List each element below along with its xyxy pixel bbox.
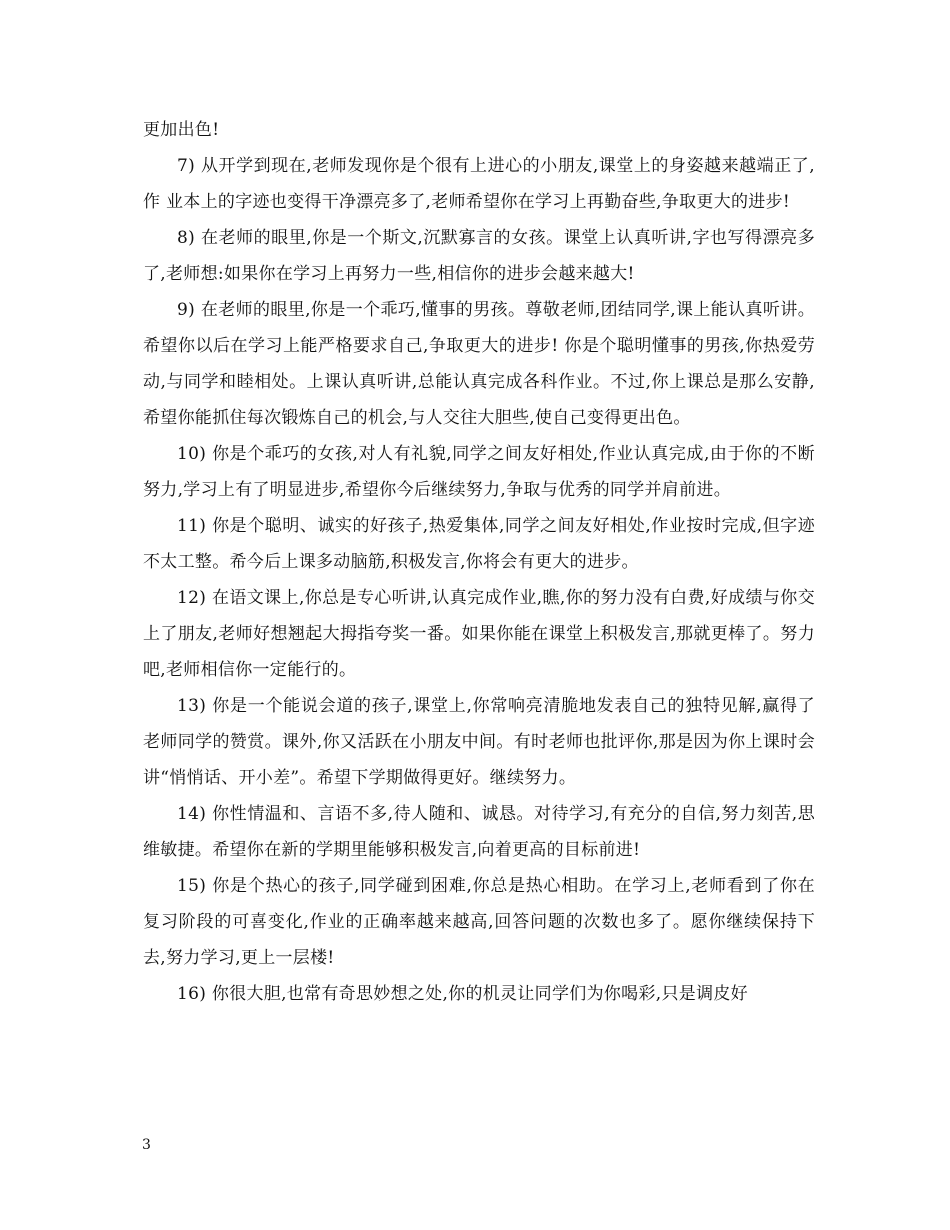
paragraph-item-16: 16) 你很大胆,也常有奇思妙想之处,你的机灵让同学们为你喝彩,只是调皮好 xyxy=(177,984,748,1004)
paragraph-item-15: 15) 你是个热心的孩子,同学碰到困难,你总是热心相助。在学习上,老师看到了你在复习阶段的可喜变化,作业的正确率越来越高,回答问题的次数也多了。愿你继续保持下去,努力学习,更上一层楼! xyxy=(143,876,815,968)
page-number: 3 xyxy=(142,1137,151,1153)
paragraph-item-12: 12) 在语文课上,你总是专心听讲,认真完成作业,瞧,你的努力没有白费,好成绩与你交上了朋友,老师好想翘起大拇指夸奖一番。如果你能在课堂上积极发言,那就更棒了。努力吧,老师相信你一定能行的。 xyxy=(143,588,815,680)
paragraph-continuation: 更加出色! xyxy=(143,120,220,140)
paragraph-item-10: 10) 你是个乖巧的女孩,对人有礼貌,同学之间友好相处,作业认真完成,由于你的不断努力,学习上有了明显进步,希望你今后继续努力,争取与优秀的同学并肩前进。 xyxy=(143,444,815,500)
document-body xyxy=(143,112,815,1012)
paragraph-item-11: 11) 你是个聪明、诚实的好孩子,热爱集体,同学之间友好相处,作业按时完成,但字迹不太工整。希今后上课多动脑筋,积极发言,你将会有更大的进步。 xyxy=(143,516,815,572)
paragraph-item-14: 14) 你性情温和、言语不多,待人随和、诚恳。对待学习,有充分的自信,努力刻苦,思维敏捷。希望你在新的学期里能够积极发言,向着更高的目标前进! xyxy=(143,804,815,860)
paragraph-item-13: 13) 你是一个能说会道的孩子,课堂上,你常响亮清脆地发表自己的独特见解,赢得了老师同学的赞赏。课外,你又活跃在小朋友中间。有时老师也批评你,那是因为你上课时会讲“悄悄话、开小差”。希望下学期做得更好。继续努力。 xyxy=(143,696,815,788)
paragraph-item-7: 7) 从开学到现在,老师发现你是个很有上进心的小朋友,课堂上的身姿越来越端正了,作 业本上的字迹也变得干净漂亮多了,老师希望你在学习上再勤奋些,争取更大的进步! xyxy=(143,156,815,212)
paragraph-item-9: 9) 在老师的眼里,你是一个乖巧,懂事的男孩。尊敬老师,团结同学,课上能认真听讲。希望你以后在学习上能严格要求自己,争取更大的进步! 你是个聪明懂事的男孩,你热爱劳动,与同学和睦相处。上课认真听讲,总能认真完成各科作业。不过,你上课总是那么安静,希望你能抓住每次锻炼自己的机会,与人交往大胆些,使自己变得更出色。 xyxy=(143,300,815,428)
paragraph-item-8: 8) 在老师的眼里,你是一个斯文,沉默寡言的女孩。课堂上认真听讲,字也写得漂亮多了,老师想:如果你在学习上再努力一些,相信你的进步会越来越大! xyxy=(143,228,815,284)
